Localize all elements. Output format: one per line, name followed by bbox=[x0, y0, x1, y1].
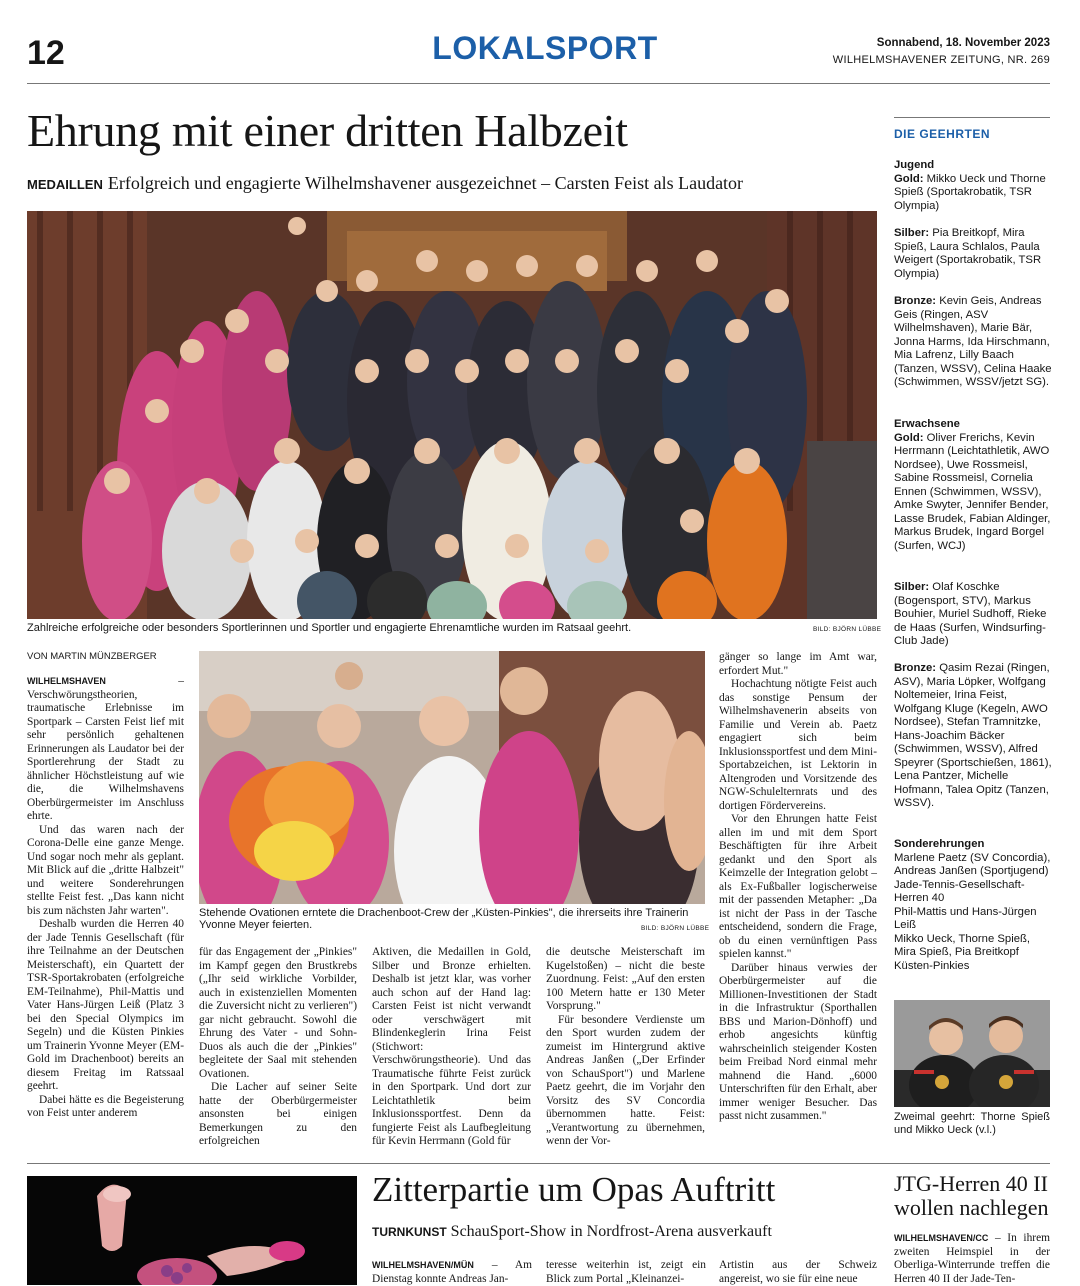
article-paragraph: Deshalb wurden die Herren 40 der Jade Tennis Gesellschaft (für ihre Teilnahme an der Deutschen Meisterschaft), ein Quartett der TSR-Sportakrobaten (erfolgreiche EM-Teilnahme), Phil-Mattis und Vater Hans-Jürgen Leiß (Platz 3 bei den Special Olympics im Segeln) und die Küsten Pinkies um Trainerin Yvonne Meyer (EM-Gold im Drachenboot) bereits an diesem Freitag im Ratssaal geehrt. bbox=[27, 918, 184, 1092]
sidebar-heading-erwachsene: Erwachsene bbox=[894, 418, 960, 430]
article-paragraph: gänger so lange im Amt war, erfordert Mut." bbox=[719, 651, 877, 677]
article-paragraph: die deutsche Meisterschaft im Kugelstoßen) – nicht die beste Zuordnung. Feist: „Auf den ersten 100 Metern hatte er 130 Meter Vorsprung." bbox=[546, 946, 705, 1012]
article2-headline: Zitterpartie um Opas Auftritt bbox=[372, 1170, 776, 1209]
pinkies-photo-credit: BILD: BJÖRN LÜBBE bbox=[641, 925, 710, 932]
page-number: 12 bbox=[27, 34, 65, 72]
two-boys-photo-illustration bbox=[894, 1000, 1050, 1107]
section-title: LOKALSPORT bbox=[432, 30, 658, 66]
article-headline: Ehrung mit einer dritten Halbzeit bbox=[27, 105, 628, 156]
article2-column-3: Artistin aus der Schweiz angereist, wo sie für eine neue bbox=[719, 1259, 877, 1285]
article-paragraph: Für besondere Verdienste um den Sport wurden zudem der zumeist im Hintergrund aktive Andreas Janßen („Der Erfinder von SchauSport") und Marlene Paetz geehrt, die im Vorjahr den Vorsitz des SV Concordia übernommen hatte. Feist: „Verantwortung zu übernehmen, wenn der Vor- bbox=[546, 1013, 705, 1147]
article-paragraph: Darüber hinaus verwies der Oberbürgermeister auf die Millionen-Investitionen der Stadt in die Infrastruktur (Sporthallen BBS und Marion-Dönhoff) und erhob angesichts künftig wahrscheinlich steigender Kosten beim Freibad Nord einmal mehr mahnend die Hand. „6000 Unterschriften für den Erhalt, aber immer weniger Besucher. Das passt nicht zusammen." bbox=[719, 961, 877, 1122]
article-column-4 bbox=[546, 946, 705, 1149]
article-column-1 bbox=[27, 675, 184, 1121]
article2-kicker: TURNKUNST bbox=[372, 1225, 447, 1239]
article2-deck bbox=[372, 1223, 772, 1241]
article-column-3 bbox=[372, 946, 531, 1149]
byline: VON MARTIN MÜNZBERGER bbox=[27, 651, 157, 662]
article2-column-2: teresse weiterhin ist, zeigt ein Blick zum Portal „Kleinanzei- bbox=[546, 1259, 706, 1285]
sidebar-jugend-bronze: Bronze: Kevin Geis, Andreas Geis (Ringen, ASV Wilhelmshaven), Marie Bär, Jonna Harms, Ida Hirschmann, Mia Lafrenz, Lilly Baach (Tanzen, WSSV), Celina Haake (Schwimmen, WSSV/jetzt SG). bbox=[894, 295, 1052, 388]
article2-column-1: WILHELMSHAVEN/MÜN – Am Dienstag konnte Andreas Jan- bbox=[372, 1259, 532, 1285]
article3-column-1: WILHELMSHAVEN/CC – In ihrem zweiten Heimspiel in der Oberliga-Winterrunde treffen die Herren 40 II der Jade-Ten- bbox=[894, 1232, 1050, 1285]
sidebar-title: DIE GEEHRTEN bbox=[894, 127, 991, 141]
sidebar-heading-sonder: Sonderehrungen bbox=[894, 838, 985, 850]
list-item: Küsten-Pinkies bbox=[894, 959, 970, 972]
group-photo bbox=[27, 211, 877, 619]
sidebar-erwachsene-bronze: Bronze: Qasim Rezai (Ringen, ASV), Maria Löpker, Wolfgang Noltemeier, Irina Feist, Wolfgang Kluge (Kegeln, AWO Nordsee), Stefan Tramnitzke, Hans-Joachim Bäcker (Schwimmen, WSSV), Alfred Speyrer (Sportschießen, 1861), Lena Pantzer, Michelle Hofmann, Talea Opitz (Tanzen, WSSV). bbox=[894, 662, 1052, 809]
two-boys-photo-caption: Zweimal geehrt: Thorne Spieß und Mikko Ueck (v.l.) bbox=[894, 1111, 1050, 1136]
list-item: Marlene Paetz (SV Concordia), Andreas Janßen (Sportjugend) bbox=[894, 851, 1051, 877]
article-paragraph: Dabei hätte es die Begeisterung von Feist unter anderem bbox=[27, 1093, 184, 1119]
pinkies-photo bbox=[199, 651, 705, 904]
list-item: Phil-Mattis und Hans-Jürgen Leiß bbox=[894, 905, 1037, 931]
article3-headline: JTG-Herren 40 II wollen nachlegen bbox=[894, 1171, 1049, 1220]
list-item: Mikko Ueck, Thorne Spieß, Mira Spieß, Pia Breitkopf bbox=[894, 932, 1031, 958]
article-column-2 bbox=[199, 946, 357, 1149]
pinkies-photo-illustration bbox=[199, 651, 705, 904]
issue-date: Sonnabend, 18. November 2023 bbox=[876, 37, 1050, 49]
list-item: Jade-Tennis-Gesellschaft-Herren 40 bbox=[894, 878, 1025, 904]
article-subheadline: Erfolgreich und engagierte Wilhelmshavener ausgezeichnet – Carsten Feist als Laudator bbox=[107, 173, 744, 193]
sidebar-jugend-silber: Silber: Pia Breitkopf, Mira Spieß, Laura Schlalos, Paula Weigert (Sportakrobatik, TSR Olympia) bbox=[894, 227, 1042, 280]
bottom-rule bbox=[27, 1163, 1050, 1164]
article-paragraph: WILHELMSHAVEN – Verschwörungstheorien, traumatische Erlebnisse im Sportpark – Carsten Feist lief mit sehr persönlich gehaltenen Erinnerungen als Laudator bei der Sportlerehrung der Stadt zu ähnlicher Höchstleistung auf wie die, die Wilhelmshavens Oberbürgermeister im Anschluss ehrte. bbox=[27, 675, 184, 822]
two-boys-photo bbox=[894, 1000, 1050, 1107]
sidebar-sonderehrungen bbox=[894, 838, 1052, 973]
group-photo-caption: Zahlreiche erfolgreiche oder besonders Sportlerinnen und Sportler und engagierte Ehrenamtliche wurden im Ratsaal geehrt. bbox=[27, 622, 632, 634]
article-paragraph: Aktiven, die Medaillen in Gold, Silber und Bronze erhielten. Deshalb ist jetzt klar, was vorher auch schon auf der Hand lag: Carsten Feist ist nicht verwandt oder verschwägert mit Blindenkeglerin Irina Feist (Stichwort: Verschwörungstheorie). Und das Traumatische führte Feist zurück in den Sportpark. Und dort zur Leichtathletik beim Inklusionssportfest. Denn da fungierte Feist als Laufbegleitung für Kevin Herrmann (Gold für bbox=[372, 946, 531, 1147]
group-photo-illustration bbox=[27, 211, 877, 619]
article-column-5 bbox=[719, 651, 877, 1124]
sidebar-heading-jugend: Jugend bbox=[894, 159, 935, 171]
sidebar-rule bbox=[894, 117, 1050, 118]
article-paragraph: für das Engagement der „Pinkies" im Kampf gegen den Brustkrebs („Ihr seid wirkliche Vorbilder, auch in existenziellen Momenten die Zuversicht nicht zu verlieren") gar nicht gebraucht. Sowohl die Ehrung des Vater - und Sohn-Duos als auch die der „Pinkies" begleitete der Saal mit stehenden Ovationen. bbox=[199, 946, 357, 1080]
newspaper-name: WILHELMSHAVENER ZEITUNG, NR. 269 bbox=[832, 54, 1050, 66]
acrobat-photo-illustration bbox=[27, 1176, 357, 1285]
article3-dateline: WILHELMSHAVEN/CC bbox=[894, 1233, 989, 1243]
article-paragraph: Hochachtung nötigte Feist auch das sonstige Pensum der Wilhelmshavenerin abseits von Familie und Verein ab. Paetz engagiert sich beim Inklusionssportfest und dem Mini-Sportabzeichen, ist Lektorin in Altengroden und Vorsitzende des NGW-Schulelternrats und des dortigen Fördervereins. bbox=[719, 678, 877, 812]
sidebar-erwachsene-silber: Silber: Olaf Koschke (Bogensport, STV), Markus Bouhier, Muriel Sudhoff, Rieke de Haas (Surfen, Windsurfing-Club Jade) bbox=[894, 581, 1047, 647]
article-paragraph: Die Lacher auf seiner Seite hatte der Oberbürgermeister ansonsten bei einigen Bemerkungen zu den erfolgreichen bbox=[199, 1081, 357, 1147]
header-rule bbox=[27, 83, 1050, 84]
article-paragraph: Vor den Ehrungen hatte Feist allen im und mit dem Sport Beschäftigten für ihre Arbeit gedankt und den Sport als Keimzelle der Integration gelobt – als Ex-Fußballer logischerweise mit der passenden Metapher: „Da ist nicht der Pass in der Tasche entscheidend, sondern die Frage, ob du einen vernünftigen Pass spielen kannst." bbox=[719, 813, 877, 960]
dateline: WILHELMSHAVEN bbox=[27, 676, 106, 686]
article2-dateline: WILHELMSHAVEN/MÜN bbox=[372, 1260, 474, 1270]
pinkies-photo-caption: Stehende Ovationen erntete die Drachenboot-Crew der „Küsten-Pinkies", die ihrerseits ihre Trainerin Yvonne Meyer feierten. bbox=[199, 907, 689, 931]
sidebar-erwachsene-gold: Erwachsene Gold: Oliver Frerichs, Kevin Herrmann (Leichtathletik, AWO Nordsee), Uwe Rossmeisl, Sabine Rossmeisl, Cornelia Ennen (Schwimmen, WSSV), Amke Swyter, Jennifer Bender, Lasse Brudek, Fabian Aldinger, Markus Brudek, Ingard Borgel (Surfen, WCJ) bbox=[894, 418, 1051, 552]
group-photo-credit: BILD: BJÖRN LÜBBE bbox=[813, 626, 882, 633]
article-paragraph: Und das waren nach der Corona-Delle eine ganze Menge. Und sogar noch mehr als geplant. Mit Blick auf die „dritte Halbzeit" und weitere Sonderehrungen stellte Feist fest. „Das kann nicht bis zum nächsten Jahr warten". bbox=[27, 823, 184, 917]
article-deck bbox=[27, 173, 743, 194]
sidebar-jugend-gold: Jugend Gold: Mikko Ueck und Thorne Spieß (Sportakrobatik, TSR Olympia) bbox=[894, 159, 1052, 213]
article-kicker: MEDAILLEN bbox=[27, 177, 103, 192]
acrobat-photo bbox=[27, 1176, 357, 1285]
article2-subheadline: SchauSport-Show in Nordfrost-Arena ausverkauft bbox=[450, 1223, 772, 1240]
